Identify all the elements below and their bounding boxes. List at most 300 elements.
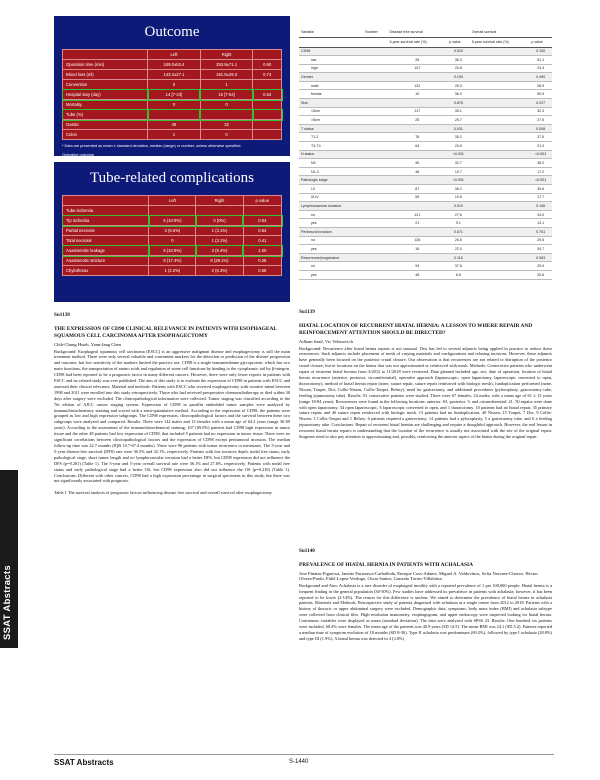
slide-row (63, 266, 282, 276)
slide-cell: Right (196, 196, 243, 206)
slide-cell: 1 (200, 80, 253, 90)
table-cell: 117 (387, 107, 447, 116)
table-cell: yes (299, 245, 363, 254)
table-cell: 37.5 (529, 133, 552, 142)
slide-cell: p value (243, 196, 281, 206)
table-cell (470, 210, 530, 219)
table-cell (363, 236, 387, 245)
table-cell: 0.010 (447, 202, 470, 211)
table-row (299, 253, 552, 262)
slide-row (63, 236, 282, 246)
table-cell: Recurrence/progression (299, 253, 363, 262)
table-cell: T status (299, 124, 363, 133)
slide-cell: Gastric (63, 120, 148, 130)
slide-cell (253, 50, 282, 60)
slide-cell: Blood loss (ml) (63, 70, 148, 80)
table-cell (470, 167, 530, 176)
table-cell (470, 107, 530, 116)
table-cell: 87 (387, 185, 447, 194)
table-cell: 32.3 (529, 107, 552, 116)
table-header-cell (363, 37, 387, 47)
table-cell: 78 (387, 133, 447, 142)
slide-cell: Right (200, 50, 253, 60)
table-row (299, 107, 552, 116)
abstract-su1139 (299, 309, 552, 440)
table-cell: 25.7 (447, 116, 470, 125)
table-row (299, 47, 552, 56)
table-cell (363, 167, 387, 176)
table-cell: 29.6 (529, 236, 552, 245)
slide-cell: 5 (10.9%) (149, 246, 196, 256)
table-cell: 0.106 (529, 202, 552, 211)
slide-cell: Conversion (63, 80, 148, 90)
slide-cell: 9 (28.1%) (196, 256, 243, 266)
slide-cell: 3 (9.4%) (196, 246, 243, 256)
slide-cell: Tube (%) (63, 110, 148, 120)
table-cell: >5cm (299, 116, 363, 125)
table-cell: 24.3 (529, 64, 552, 73)
slide-title: Outcome (144, 24, 200, 40)
slide-cell: Hospital stay (day) (63, 90, 148, 100)
slide-cell: 2 (6.3%) (196, 266, 243, 276)
table-cell: Size (299, 99, 363, 108)
table-cell (387, 99, 447, 108)
table-cell: no (299, 210, 363, 219)
table-row (299, 167, 552, 176)
table-cell: 0.490 (529, 73, 552, 82)
table-header-cell: 5-year survival rate (%) (470, 37, 530, 47)
slide-row (63, 256, 282, 266)
table-header-cell: Number (363, 27, 387, 37)
table-cell: 36.3 (447, 56, 470, 65)
slide-cell: 0.60 (253, 60, 282, 70)
table-cell (363, 56, 387, 65)
slide-cell: Operation time (min) (63, 60, 148, 70)
abstract-title: THE EXPRESSION OF CD98 CLINICAL RELEVANCE IN PATIENTS WITH ESOPHAGEAL SQUAMOUS CELL CARCINOMA AFTER ESOPHAGECTOMY (54, 326, 277, 339)
table-cell (470, 176, 530, 185)
slide-row (63, 100, 282, 110)
table-cell (363, 73, 387, 82)
table-cell (470, 270, 530, 279)
table-header-cell: p value (529, 37, 552, 47)
table-cell: 121 (387, 210, 447, 219)
table-cell: 27.6 (447, 210, 470, 219)
table-row (299, 236, 552, 245)
table-cell: 0.110 (447, 253, 470, 262)
table-cell: Lymphovascular invasion (299, 202, 363, 211)
table-cell (470, 124, 530, 133)
table-cell: 38.2 (529, 159, 552, 168)
table-cell (363, 64, 387, 73)
table-cell: 27.5 (529, 116, 552, 125)
table-cell (363, 176, 387, 185)
table-row (299, 262, 552, 271)
table-cell: 25.8 (529, 270, 552, 279)
footer-journal: SSAT Abstracts (54, 758, 114, 767)
table-cell (363, 81, 387, 90)
table-cell: 48 (387, 270, 447, 279)
table-row (299, 56, 552, 65)
slide-row (63, 60, 282, 70)
table-cell: 37.8 (447, 262, 470, 271)
slide-cell: 151.9±29.3 (200, 70, 253, 80)
slide-cell: 0.41 (243, 236, 281, 246)
slide-cell: Mortality (63, 100, 148, 110)
table-row (299, 227, 552, 236)
table-row (299, 116, 552, 125)
slide-cell: 32 (200, 120, 253, 130)
slide-cell (63, 50, 148, 60)
table-cell: <0.001 (447, 176, 470, 185)
table-cell (363, 185, 387, 194)
table-cell (470, 90, 530, 99)
table-cell: low (299, 56, 363, 65)
table-cell: 0.671 (447, 227, 470, 236)
table-cell: yes (299, 219, 363, 228)
table-cell: 0.008 (529, 124, 552, 133)
table-cell (387, 176, 447, 185)
table-cell (470, 253, 530, 262)
slide-title: Tube-related complications (90, 170, 254, 186)
abstract-authors: Jose Pinatas-Figueroa, Janette Furuzawa-Carballeda, Enrique Coss-Adame, Miguel A. Valdovinos, Sofia Narvaez-Chavez, Hector Olvera-Prado, Fidel Lopez-Verdugo, Oscar Santes, Gonzalo Torres-Villalobos (299, 570, 538, 581)
slide-row (63, 80, 282, 90)
table-cell (363, 47, 387, 56)
table-row (299, 64, 552, 73)
slide-cell: 0 (0%) (196, 216, 243, 226)
table-cell (363, 116, 387, 125)
table-row (299, 245, 552, 254)
slide-cell: 0.64 (243, 226, 281, 236)
slide-cell: 46 (148, 120, 201, 130)
table-cell: male (299, 81, 363, 90)
slide-cell: 0 (148, 80, 201, 90)
table-cell: 28 (387, 56, 447, 65)
slide-row (63, 196, 282, 206)
table-cell (363, 159, 387, 168)
table-cell: 0.878 (447, 99, 470, 108)
table-cell: 36.2 (447, 185, 470, 194)
table-header-cell: Variable (299, 27, 363, 37)
table-row (299, 150, 552, 159)
table-cell: 16 (387, 245, 447, 254)
table-cell (363, 219, 387, 228)
table-row (299, 81, 552, 90)
table-cell: 0.227 (529, 99, 552, 108)
slide-cell: Anastomotic stricture (63, 256, 149, 266)
table-cell: high (299, 64, 363, 73)
table-cell (363, 193, 387, 202)
table-row (299, 133, 552, 142)
slide-cell: 0 (148, 100, 201, 110)
table-cell: 25 (387, 116, 447, 125)
abstract-body: Background and Aim: Achalasia is a rare disorder of esophageal motility with a reported prevalence of 1 per 100,000 people. Hiatal hernia is a frequent finding in the general population (30-50%). Few studies have addressed its prevalence in patients with achalasia; however, it has been reported to be lower (2-14%). The reason for this difference is unclear. We aimed to determine the prevalence of hiatal hernia in achalasia patients. Materials and Methods: Retrospective study of patients diagnosed with achalasia at a single center from 2012 to 2018. Patients with a history of thoracic or upper abdominal surgery were excluded. Demographic data, symptoms, body mass index (BMI) and achalasia subtype were collected from clinical files. High-resolution manometry, esophagogram, and upper endoscopy were inspected looking for hiatal hernia. Continuous variables were displayed as mean (standard deviation). The data were analyzed with SPSS 23. Results: One hundred six patients were included, 60.4% were females. The mean age of the patients was 40.9 years (SD 14.5). The mean BMI was 24.1 (SD 5.2). Patients reported a median time of symptom evolution of 18 months (SD 8-36). Type II achalasia was predominant (69.2%), followed by type I achalasia (28.8%) and type III (1.9%). A hiatal hernia was detected in 4 (3.8%) (299, 582, 552, 641)
table-row (299, 210, 552, 219)
table-cell (363, 133, 387, 142)
slide-cell: 0.28 (243, 256, 281, 266)
table-header-row (299, 37, 552, 47)
slide-cell: 0.64 (253, 90, 282, 100)
table-cell: 10.7 (447, 167, 470, 176)
table-cell: 25.3 (447, 81, 470, 90)
slide-cell: 3 (6.5%) (149, 226, 196, 236)
table-row (299, 73, 552, 82)
abstract-title: HIATAL LOCATION OF RECURRENT HIATAL HERNIA: A LESSON TO WHERE REPAIR AND REINFORCEMENT ATTENTION SHOULD BE DIRECTED? (299, 323, 533, 336)
slide-cell: 1 (2.2%) (149, 266, 196, 276)
slide-row (63, 216, 282, 226)
table-cell: 0.031 (447, 124, 470, 133)
table-row (299, 124, 552, 133)
table-cell (363, 270, 387, 279)
slide-cell (63, 196, 149, 206)
table-cell (470, 262, 530, 271)
table-cell (470, 219, 530, 228)
slide-cell: Left (148, 50, 201, 60)
slide-row (63, 130, 282, 140)
table-cell: 0.100 (529, 47, 552, 56)
table-cell: no (299, 262, 363, 271)
table-cell: 17.7 (529, 193, 552, 202)
slide-row (63, 120, 282, 130)
table-cell: 0.083 (529, 253, 552, 262)
table-cell: 132 (387, 81, 447, 90)
slide-cell (253, 130, 282, 140)
table-cell (363, 210, 387, 219)
table-cell (470, 73, 530, 82)
table-cell: 28.9 (529, 81, 552, 90)
table-row (299, 202, 552, 211)
table-cell (363, 124, 387, 133)
table-row (299, 176, 552, 185)
table-cell: <0.001 (447, 150, 470, 159)
slide-cell (253, 120, 282, 130)
table-cell (470, 193, 530, 202)
table-cell: 96 (387, 159, 447, 168)
slide-cell: 15 [7-54] (200, 90, 253, 100)
table-cell (470, 185, 530, 194)
slide-row (63, 90, 282, 100)
table-cell: 21.0 (529, 142, 552, 151)
table-cell (470, 56, 530, 65)
table-cell: Gender (299, 73, 363, 82)
table-cell (363, 202, 387, 211)
table-cell: 64 (387, 142, 447, 151)
table-cell: 35.2 (447, 133, 470, 142)
slide-cell (196, 206, 243, 216)
table-cell (470, 227, 530, 236)
abstract-authors: Adham Saad, Vic Velanovich (299, 338, 353, 344)
table-cell: 107 (387, 64, 447, 73)
table-cell: 13.1 (529, 219, 552, 228)
table-header-cell (529, 27, 552, 37)
abstract-number: Su1140 (299, 548, 315, 554)
table-cell (470, 81, 530, 90)
page-footer (54, 754, 554, 768)
slide-footnote-caption: Operative outcome (62, 153, 95, 158)
table-caption: Table 1 The survival analysis of prognostic factors influencing disease free survival and overall survival after esophagectomy (54, 490, 272, 496)
table-cell: 94 (387, 262, 447, 271)
slide-cell: Chylothorax (63, 266, 149, 276)
abstract-body: Background: Recurrence after hiatal hernia repairs is not unusual. This has led to several adjuncts being applied in practice to reduce these recurrences. Such adjuncts include placement of mesh of varying materials and configurations and relaxing incisions. However, these adjuncts have generally been focused on the posterior crural closure. Our observation is that recurrences are not related to disruption of the posterior crural closure, but in locations on the hiatus that was not approximated or reinforced with mesh. Methods: Consecutive patients who underwent repair of recurrent hiatal hernias from 3/2012 to 11/2018 were reviewed. Data gleaned included age, sex, date of operation, location of hiatal hernia recurrence (anterior, posterior, circumferential), operative approach (laparoscopic, open laparotomy, laparoscopic converted to open, thoracotomy), method of hiatal hernia repair (none, suture repair, suture repair reinforced with biologic mesh), fundoplication performed (none, Nissen, Toupet, Dor, Collis-Nissen, Collis-Toupet, Belsey), need for gastrectomy, and additional procedures (pyloroplasty, gastrostomy tube, feeding jejunostomy tube). Results: 91 consecutive patients were studied. There were 67 females, 24 males, with a mean age of 61 ± 15 years (range 18-84 years). Recurrences were found in the following locations: anterior: 65, posterior: 5, and circumferential: 21. 50 repairs were done with open laparotomy, 34 open laparoscopic, 6 laparoscopic converted to open, and 1 thoracotomy. 10 patients had no hiatal repair, 35 primary suture repair, and 46 suture repair reinforced with biologic mesh. 13 patients had no fundoplication, 40 Nissen, 15 Toupet, 7 Dor, 9 Collis-Nissen, 3 Collis-Toupet and 1 Belsey. 6 patients required a gastrectomy. 14 patients had a pyloroplasty, 5 a gastrostomy tube, and 6 a feeding jejunostomy tube. Conclusions: Repair of recurrent hiatal hernias are challenging and require a thoughtful approach. However, the real lesson in recurrent hiatal hernia repairs is understanding that the location of the recurrence is usually not associated with the site of the original repair. Surgeons need to also pay attention to approximating and, possibly, reinforcing the anterior aspect of the hiatus during the original repair. (299, 345, 552, 440)
slide-cell: 14 [7-23] (148, 90, 201, 100)
table-cell (387, 73, 447, 82)
table-cell (470, 99, 530, 108)
table-cell: 32.7 (447, 159, 470, 168)
slide-cell: Partial necrosis (63, 226, 149, 236)
slide-cell (243, 206, 281, 216)
slide-cell (253, 100, 282, 110)
table-cell: 55 (387, 193, 447, 202)
table-cell (387, 150, 447, 159)
slide-cell: Left (149, 196, 196, 206)
table-cell (363, 90, 387, 99)
table-cell: 0.190 (447, 73, 470, 82)
table-cell: 26.8 (447, 236, 470, 245)
table-cell: T1-2 (299, 133, 363, 142)
table-cell: 10 (387, 90, 447, 99)
table-cell: 126 (387, 236, 447, 245)
table-row (299, 142, 552, 151)
table-header-cell: 5-year survival rate (%) (387, 37, 447, 47)
table-cell: III-IV (299, 193, 363, 202)
slide-cell: Colon (63, 130, 148, 140)
table-cell (363, 99, 387, 108)
page-number: S-1440 (289, 759, 309, 765)
table-header-cell: Overall survival (470, 27, 530, 37)
table-cell: Pathologic stage (299, 176, 363, 185)
table-cell (363, 142, 387, 151)
slide-table (62, 195, 282, 276)
table-cell (470, 202, 530, 211)
table-cell (363, 262, 387, 271)
table-cell (363, 245, 387, 254)
section-tab (0, 470, 18, 648)
table-row (299, 193, 552, 202)
table-cell: 34.7 (529, 245, 552, 254)
table-cell (470, 245, 530, 254)
table-cell (387, 124, 447, 133)
abstract-su1138 (54, 312, 290, 496)
table-cell: 51.1 (529, 56, 552, 65)
slide-cell: 1.00 (243, 246, 281, 256)
table-cell: 0.751 (529, 227, 552, 236)
table-cell (470, 116, 530, 125)
table-cell (387, 253, 447, 262)
abstract-body: Background: Esophageal squamous cell carcinoma (ESCC) is an aggressive malignant disease and esophagectomy is still the main treatment method. There were only several valuable and convenient markers for the detection or prediction of the disease progression and outcome, but low sensitivity of the markers limited the practice use. CD98 is a single-transmembrane glycoprotein, which has two main functions, the transportation of amino acids and regulation of some cell functions by binding to the cytoplasmic tail by β-integrin. CD98 had been reported to be a prognostic factor in many different cancers. However, there were only fewer reports in patients with ESCC and no related study was ever published. The aim of this study is to evaluate the expression of CD98 in patients with ESCC and assessed their clinical relevance. Material and methods: Patients with ESCC who received esophagectomy with curative intent between 1998 and 2011 were enrolled into this study retrospectively. Those who had received preoperative chemoradiotherapy or died within 30 days after surgery were excluded. The clinicopathological information were collected. Tumor staging was classified according to the 7th edition of AJCC cancer staging system. Expression of CD98 in paraffin embedded tumor samples were analyzed by immunohistochemistry staining and scored with a semi-quantitative method. According to the expression of CD98, the patients were grouped as low and high expression subgroups. The CD98 expression, clinicopathological factors and the survival between these two subgroups were analyzed and compared. Results: There were 142 males and 13 females with a mean age of 64.2 years (range 36-89 years). According to the assessment of the immunohistochemical staining, 107 (69.0%) patients had CD98 high expression in tumor tissue and the other 48 patients had low expression of CD98, that included 5 patients had no expression in tumor tissue. There were no significant correlations between clinicopathological factors and the expression of CD98 except peritumoral invasion. The median follow-up time was 22.7 months (IQR 10.7-67.4 months). There were 96 patients with tumor recurrence or metastasis. The 3-year and 5-year disease-free survival (DFS) rate were 36.5% and 32.1%, respectively. Patients with low invasive depth, nodal free status, early pathological stage, short tumor length and no lymphovascular invasion had a better DFS, but CD98 expression did not influence the DFS (p=0.201) (Table 1). The 3-year and 5-year overall survival rate were 36.1% and 27.6%, respectively. Patients with nodal free status and early pathological stage had a better OS, but CD98 expression also did not influence the OS (p=0.210) (Table 1). Conclusions: Different with other cancers, CD98 had a high expression percentage in surgical specimens in this study, but there was not significantly associated with prognosis. (54, 348, 290, 484)
table-cell: 9.1 (447, 219, 470, 228)
table-cell: 6.5 (447, 270, 470, 279)
table-row (299, 99, 552, 108)
table-cell (470, 142, 530, 151)
slide-cell: 0 (200, 130, 253, 140)
slide-row (63, 226, 282, 236)
table-cell: I-II (299, 185, 363, 194)
figure-outcome-slide (54, 16, 290, 156)
table-header-cell: p value (447, 37, 470, 47)
figure-complications-slide (54, 162, 290, 302)
slide-cell: 0.04 (243, 216, 281, 226)
table-header-cell: Disease free survival (387, 27, 447, 37)
table-row (299, 270, 552, 279)
slide-row (63, 206, 282, 216)
slide-cell: 0 (200, 100, 253, 110)
table-cell: N status (299, 150, 363, 159)
table-row (299, 185, 552, 194)
table-cell (470, 64, 530, 73)
slide-cell: 249.0±53.4 (148, 60, 201, 70)
table-cell (387, 47, 447, 56)
table-cell (387, 227, 447, 236)
slide-cell (253, 80, 282, 90)
table-cell: <5cm (299, 107, 363, 116)
table-cell (470, 159, 530, 168)
slide-cell: 8 (17.4%) (149, 256, 196, 266)
table-cell: 22.0 (447, 245, 470, 254)
slide-cell: 1 (148, 130, 201, 140)
slide-cell (148, 110, 201, 120)
table-cell: 17.2 (529, 167, 552, 176)
table-cell: <0.001 (529, 150, 552, 159)
abstract-title: PREVALENCE OF HIATAL HERNIA IN PATIENTS WITH ACHALASIA (299, 562, 473, 568)
slide-cell (149, 206, 196, 216)
table-cell: 34.0 (529, 210, 552, 219)
table-cell: 35.1 (447, 107, 470, 116)
table-cell: <0.001 (529, 176, 552, 185)
slide-row (63, 246, 282, 256)
slide-cell: 0.74 (253, 70, 282, 80)
slide-footnote: * Data are presented as mean ± standard deviation, median (range) or number, unless otherwise specified. (62, 144, 242, 148)
slide-cell: 1 (3.1%) (196, 236, 243, 246)
table-cell: CD98 (299, 47, 363, 56)
table-cell (470, 133, 530, 142)
slide-cell (253, 110, 282, 120)
table-cell: yes (299, 270, 363, 279)
table-cell: 50.9 (529, 90, 552, 99)
table-cell: 46 (387, 167, 447, 176)
table-cell (363, 107, 387, 116)
abstract-authors: Chih-Chung Hsieh, Yann-Jang Chen (54, 341, 121, 347)
abstract-number: Su1139 (299, 309, 315, 315)
slide-cell: 143.3±27.1 (148, 70, 201, 80)
table-cell: 36.0 (447, 90, 470, 99)
table-cell: 39.6 (529, 185, 552, 194)
table-cell (363, 150, 387, 159)
table-cell: 10.6 (447, 193, 470, 202)
table-cell: Perineural invasion (299, 227, 363, 236)
slide-cell: Total necrosis (63, 236, 149, 246)
table-cell (470, 236, 530, 245)
table-cell: T3-T4 (299, 142, 363, 151)
table-row (299, 90, 552, 99)
side-tab (0, 0, 18, 780)
table-cell (387, 202, 447, 211)
table-cell: 20.5 (447, 142, 470, 151)
table-header-cell (447, 27, 470, 37)
slide-cell: 0.56 (243, 266, 281, 276)
abstract-su1140 (299, 548, 552, 642)
slide-cell: Anastomotic leakage (63, 246, 149, 256)
slide-row (63, 50, 282, 60)
slide-row (63, 110, 282, 120)
table-row (299, 159, 552, 168)
abstract-number: Su1138 (54, 312, 70, 318)
slide-row (63, 70, 282, 80)
table-cell: 0.010 (447, 47, 470, 56)
slide-cell: 1 (3.1%) (196, 226, 243, 236)
table-cell: 29.9 (529, 262, 552, 271)
table-header-cell (299, 37, 363, 47)
section-tab-label: SSAT Abstracts (2, 565, 13, 640)
table-cell: 20.8 (447, 64, 470, 73)
